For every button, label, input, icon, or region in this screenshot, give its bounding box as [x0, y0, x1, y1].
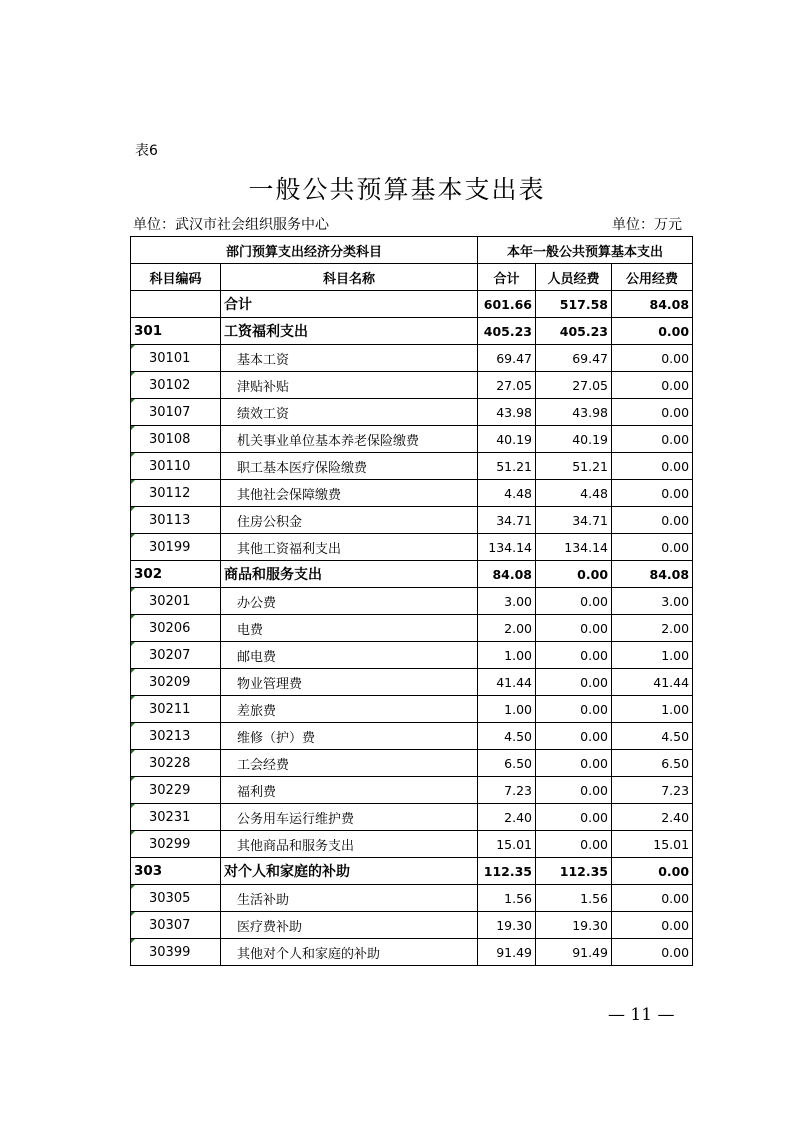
table-row — [131, 507, 693, 534]
table-row — [131, 615, 693, 642]
cell-total: 112.35 — [478, 858, 536, 885]
cell-code: 301 — [131, 318, 221, 345]
header-public: 公用经费 — [612, 264, 693, 291]
cell-public: 6.50 — [612, 750, 693, 777]
table-body — [131, 291, 693, 966]
cell-public: 3.00 — [612, 588, 693, 615]
cell-name: 邮电费 — [221, 642, 478, 669]
header-basic-expenditure: 本年一般公共预算基本支出 — [478, 237, 693, 264]
cell-public: 15.01 — [612, 831, 693, 858]
cell-personnel: 0.00 — [536, 831, 612, 858]
cell-code: 30213 — [131, 723, 221, 750]
cell-code: 30305 — [131, 885, 221, 912]
section-row — [131, 318, 693, 345]
section-row — [131, 561, 693, 588]
cell-personnel: 112.35 — [536, 858, 612, 885]
page-number: — 11 — — [608, 1005, 675, 1025]
cell-total: 51.21 — [478, 453, 536, 480]
cell-personnel: 517.58 — [536, 291, 612, 318]
table-row — [131, 831, 693, 858]
cell-total: 43.98 — [478, 399, 536, 426]
cell-personnel: 19.30 — [536, 912, 612, 939]
total-row — [131, 291, 693, 318]
cell-public: 0.00 — [612, 939, 693, 966]
cell-public: 84.08 — [612, 561, 693, 588]
cell-public: 0.00 — [612, 399, 693, 426]
table-row — [131, 885, 693, 912]
cell-total: 601.66 — [478, 291, 536, 318]
cell-total: 405.23 — [478, 318, 536, 345]
cell-personnel: 0.00 — [536, 669, 612, 696]
header-code: 科目编码 — [131, 264, 221, 291]
cell-total: 34.71 — [478, 507, 536, 534]
cell-code: 30231 — [131, 804, 221, 831]
cell-total: 41.44 — [478, 669, 536, 696]
header-column-row — [131, 264, 693, 291]
cell-personnel: 0.00 — [536, 561, 612, 588]
table-label: 表6 — [135, 143, 158, 159]
cell-name: 绩效工资 — [221, 399, 478, 426]
cell-total: 27.05 — [478, 372, 536, 399]
cell-personnel: 91.49 — [536, 939, 612, 966]
cell-code: 30201 — [131, 588, 221, 615]
header-total: 合计 — [478, 264, 536, 291]
cell-public: 0.00 — [612, 345, 693, 372]
table-row — [131, 534, 693, 561]
cell-name: 其他商品和服务支出 — [221, 831, 478, 858]
cell-total: 19.30 — [478, 912, 536, 939]
cell-name: 合计 — [221, 291, 478, 318]
table-row — [131, 750, 693, 777]
cell-personnel: 43.98 — [536, 399, 612, 426]
cell-total: 134.14 — [478, 534, 536, 561]
cell-code: 30112 — [131, 480, 221, 507]
cell-personnel: 0.00 — [536, 804, 612, 831]
cell-total: 69.47 — [478, 345, 536, 372]
cell-total: 3.00 — [478, 588, 536, 615]
cell-code: 30107 — [131, 399, 221, 426]
cell-personnel: 1.56 — [536, 885, 612, 912]
cell-code: 303 — [131, 858, 221, 885]
cell-name: 工资福利支出 — [221, 318, 478, 345]
cell-name: 公务用车运行维护费 — [221, 804, 478, 831]
table-row — [131, 399, 693, 426]
cell-name: 物业管理费 — [221, 669, 478, 696]
table-row — [131, 804, 693, 831]
unit-currency: 单位：万元 — [612, 217, 682, 233]
cell-code: 30211 — [131, 696, 221, 723]
cell-personnel: 405.23 — [536, 318, 612, 345]
cell-public: 7.23 — [612, 777, 693, 804]
table-row — [131, 696, 693, 723]
cell-total: 84.08 — [478, 561, 536, 588]
cell-name: 医疗费补助 — [221, 912, 478, 939]
cell-personnel: 134.14 — [536, 534, 612, 561]
cell-public: 2.00 — [612, 615, 693, 642]
cell-code: 30299 — [131, 831, 221, 858]
table-row — [131, 723, 693, 750]
header-name: 科目名称 — [221, 264, 478, 291]
cell-code: 30199 — [131, 534, 221, 561]
cell-total: 91.49 — [478, 939, 536, 966]
cell-name: 对个人和家庭的补助 — [221, 858, 478, 885]
cell-public: 2.40 — [612, 804, 693, 831]
table-row — [131, 426, 693, 453]
cell-total: 2.40 — [478, 804, 536, 831]
cell-personnel: 27.05 — [536, 372, 612, 399]
cell-personnel: 0.00 — [536, 588, 612, 615]
cell-code: 30102 — [131, 372, 221, 399]
cell-total: 6.50 — [478, 750, 536, 777]
cell-name: 电费 — [221, 615, 478, 642]
cell-total: 40.19 — [478, 426, 536, 453]
table-row — [131, 345, 693, 372]
cell-total: 1.00 — [478, 696, 536, 723]
cell-name: 其他工资福利支出 — [221, 534, 478, 561]
cell-public: 41.44 — [612, 669, 693, 696]
cell-name: 机关事业单位基本养老保险缴费 — [221, 426, 478, 453]
cell-public: 0.00 — [612, 912, 693, 939]
cell-code — [131, 291, 221, 318]
cell-name: 差旅费 — [221, 696, 478, 723]
cell-code: 30110 — [131, 453, 221, 480]
cell-public: 0.00 — [612, 372, 693, 399]
cell-total: 4.48 — [478, 480, 536, 507]
cell-public: 0.00 — [612, 858, 693, 885]
cell-public: 1.00 — [612, 642, 693, 669]
cell-personnel: 34.71 — [536, 507, 612, 534]
cell-total: 4.50 — [478, 723, 536, 750]
table-row — [131, 372, 693, 399]
cell-code: 30113 — [131, 507, 221, 534]
cell-public: 4.50 — [612, 723, 693, 750]
table-row — [131, 453, 693, 480]
table-row — [131, 939, 693, 966]
cell-personnel: 0.00 — [536, 723, 612, 750]
cell-name: 职工基本医疗保险缴费 — [221, 453, 478, 480]
header-classification: 部门预算支出经济分类科目 — [131, 237, 478, 264]
cell-public: 0.00 — [612, 318, 693, 345]
header-group-row — [131, 237, 693, 264]
cell-code: 30307 — [131, 912, 221, 939]
cell-code: 30206 — [131, 615, 221, 642]
cell-code: 30207 — [131, 642, 221, 669]
cell-personnel: 0.00 — [536, 777, 612, 804]
cell-code: 30399 — [131, 939, 221, 966]
page-title: 一般公共预算基本支出表 — [248, 175, 546, 204]
budget-table — [130, 236, 693, 966]
cell-name: 工会经费 — [221, 750, 478, 777]
cell-name: 生活补助 — [221, 885, 478, 912]
cell-personnel: 69.47 — [536, 345, 612, 372]
cell-public: 84.08 — [612, 291, 693, 318]
cell-total: 1.00 — [478, 642, 536, 669]
cell-code: 302 — [131, 561, 221, 588]
cell-public: 0.00 — [612, 480, 693, 507]
cell-personnel: 0.00 — [536, 696, 612, 723]
cell-name: 福利费 — [221, 777, 478, 804]
cell-personnel: 0.00 — [536, 615, 612, 642]
cell-total: 1.56 — [478, 885, 536, 912]
table-row — [131, 588, 693, 615]
cell-personnel: 0.00 — [536, 750, 612, 777]
cell-name: 基本工资 — [221, 345, 478, 372]
cell-name: 其他社会保障缴费 — [221, 480, 478, 507]
cell-public: 0.00 — [612, 507, 693, 534]
cell-total: 15.01 — [478, 831, 536, 858]
table-row — [131, 777, 693, 804]
cell-personnel: 0.00 — [536, 642, 612, 669]
cell-name: 其他对个人和家庭的补助 — [221, 939, 478, 966]
cell-name: 维修（护）费 — [221, 723, 478, 750]
cell-public: 1.00 — [612, 696, 693, 723]
cell-public: 0.00 — [612, 534, 693, 561]
cell-code: 30228 — [131, 750, 221, 777]
table-row — [131, 642, 693, 669]
cell-total: 7.23 — [478, 777, 536, 804]
unit-organization: 单位：武汉市社会组织服务中心 — [133, 217, 329, 233]
table-row — [131, 912, 693, 939]
cell-personnel: 4.48 — [536, 480, 612, 507]
cell-public: 0.00 — [612, 885, 693, 912]
cell-code: 30229 — [131, 777, 221, 804]
cell-total: 2.00 — [478, 615, 536, 642]
cell-code: 30101 — [131, 345, 221, 372]
cell-name: 津贴补贴 — [221, 372, 478, 399]
table-row — [131, 480, 693, 507]
table-row — [131, 669, 693, 696]
cell-name: 商品和服务支出 — [221, 561, 478, 588]
cell-name: 住房公积金 — [221, 507, 478, 534]
cell-public: 0.00 — [612, 426, 693, 453]
cell-public: 0.00 — [612, 453, 693, 480]
cell-personnel: 40.19 — [536, 426, 612, 453]
cell-code: 30209 — [131, 669, 221, 696]
section-row — [131, 858, 693, 885]
cell-name: 办公费 — [221, 588, 478, 615]
cell-personnel: 51.21 — [536, 453, 612, 480]
cell-code: 30108 — [131, 426, 221, 453]
header-personnel: 人员经费 — [536, 264, 612, 291]
